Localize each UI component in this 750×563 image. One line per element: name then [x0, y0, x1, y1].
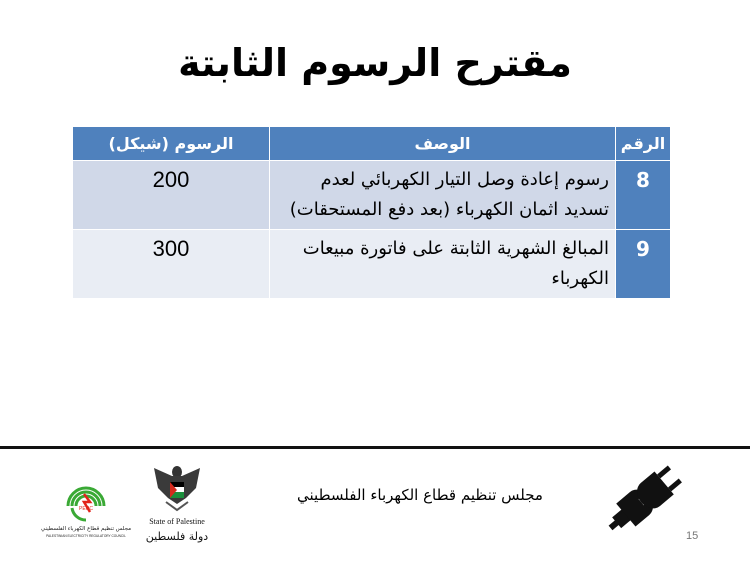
- row-fee: 300: [73, 230, 270, 299]
- row-number: 9: [616, 230, 671, 299]
- fees-table: [72, 126, 671, 299]
- header-fee: الرسوم (شيكل): [73, 127, 270, 161]
- row-fee: 200: [73, 161, 270, 230]
- row-description: رسوم إعادة وصل التيار الكهربائي لعدم تسديد اثمان الكهرباء (بعد دفع المستحقات): [270, 161, 616, 230]
- table-row: [73, 161, 671, 230]
- state-arabic-name: دولة فلسطين: [145, 530, 209, 543]
- eagle-emblem-icon: [154, 466, 200, 510]
- row-number: 8: [616, 161, 671, 230]
- header-description: الوصف: [270, 127, 616, 161]
- page-number: 15: [686, 530, 699, 542]
- slide-title: مقترح الرسوم الثابتة: [178, 41, 572, 85]
- perc-abbr: PERC: [79, 506, 93, 512]
- perc-arabic-name: مجلس تنظيم قطاع الكهرباء الفلسطيني: [40, 526, 132, 532]
- header-number: الرقم: [616, 127, 671, 161]
- table-header-row: [73, 127, 671, 161]
- perc-logo: [40, 466, 132, 546]
- state-of-palestine-logo: [142, 458, 212, 548]
- council-name: مجلس تنظيم قطاع الكهرباء الفلسطيني: [297, 486, 543, 504]
- table-row: [73, 230, 671, 299]
- row-description: المبالغ الشهرية الثابتة على فاتورة مبيعات الكهرباء: [270, 230, 616, 299]
- state-english-name: State of Palestine: [149, 517, 205, 526]
- unplugged-plug-icon: [600, 454, 690, 544]
- footer-divider: [0, 446, 750, 449]
- perc-english-name: PALESTINIAN ELECTRICITY REGULATORY COUNCIL: [46, 534, 126, 538]
- perc-arcs-icon: [68, 488, 104, 520]
